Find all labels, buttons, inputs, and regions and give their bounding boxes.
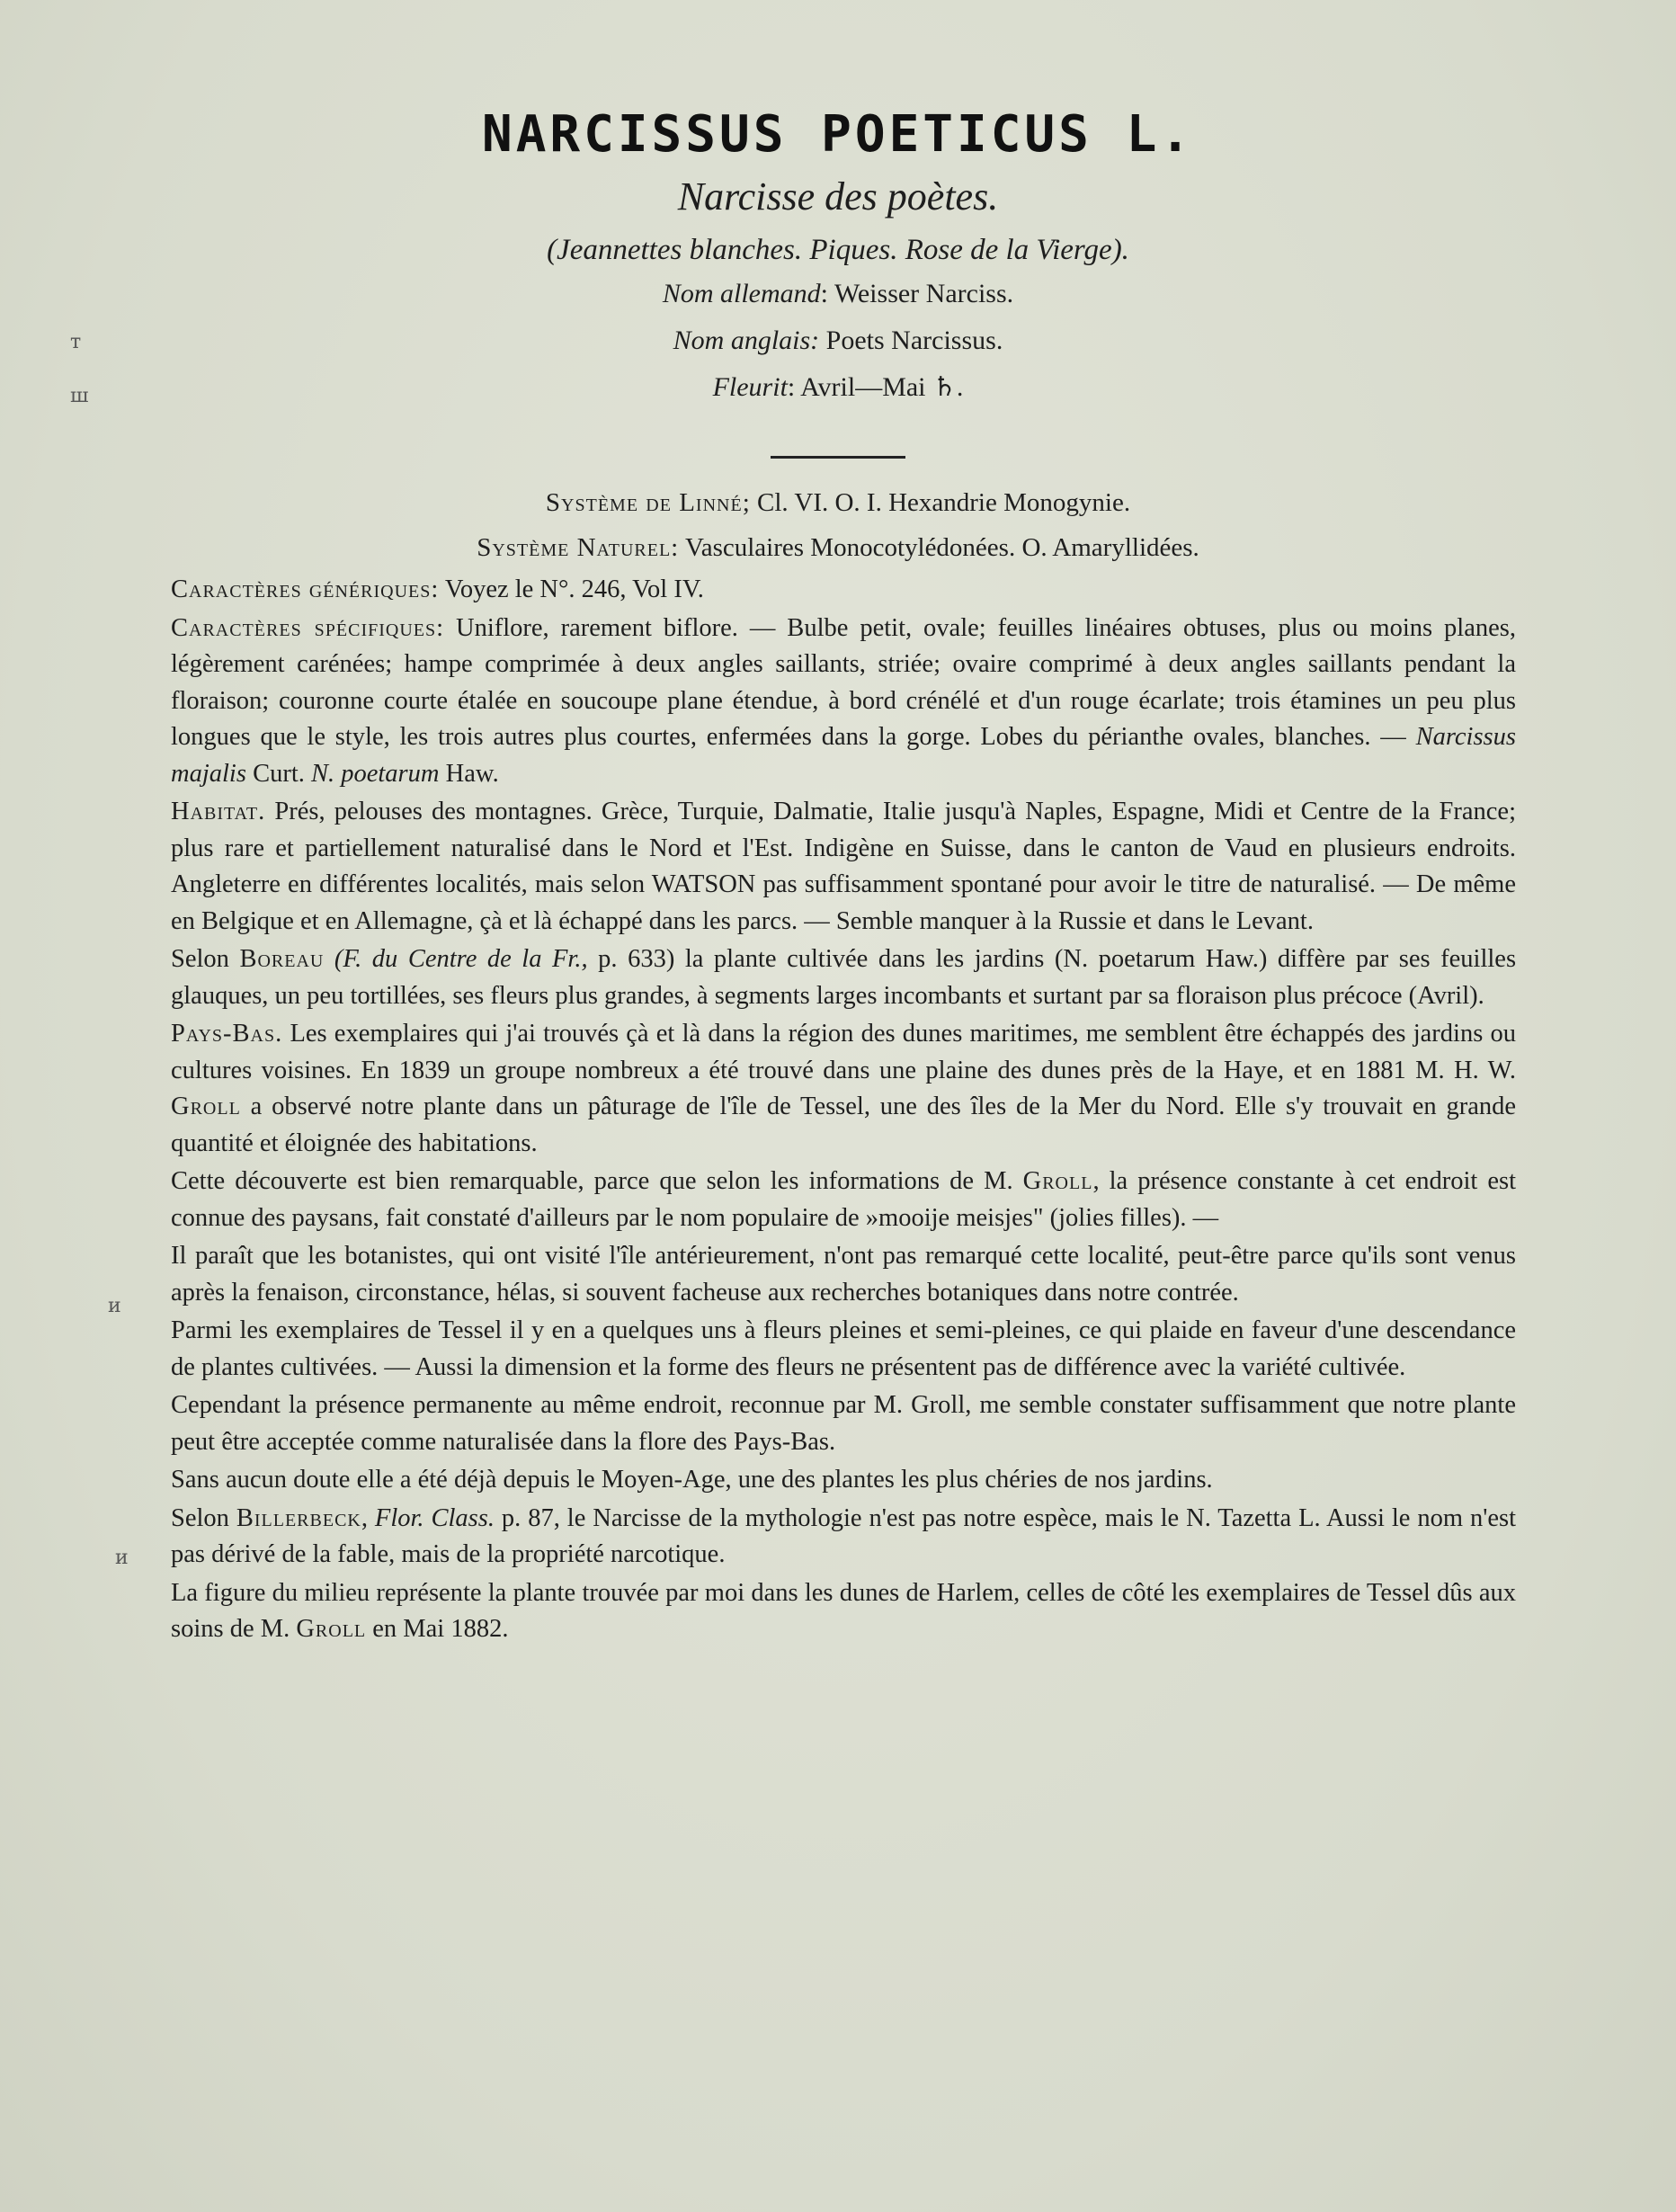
linne-system-line [0,480,1676,525]
natural-system-line [0,525,1676,570]
habitat-text: Prés, pelouses des montagnes. Grèce, Turquie, Dalmatie, Italie jusqu'à Naples, Espagne, Midi et Centre de la France; plus rare et partiellement naturalisé dans le Nord et l'Est. Indigène en Suisse, dans le canton de Vaud en plusieurs endroits. Angleterre en différentes localités, mais selon WATSON pas suffisamment spontané pour avoir le titre de naturalisé. — De même en Belgique et en Allemagne, çà et là échappé dans les parcs. — Semble manquer à la Russie et dans le Levant. [171,798,1516,935]
linne-label: Système de Linné; [545,488,751,517]
german-name-label: Nom allemand [662,279,821,308]
paragraph-specific [171,611,1516,793]
paragraph-discovery [171,1164,1516,1236]
paragraph-tessel: Parmi les exemplaires de Tessel il y en a quelques uns à fleurs pleines et semi-pleines, ce qui plaide en faveur d'une descendance de plantes cultivées. — Aussi la dimension et la forme des fleurs ne présentent pas de différence avec la variété cultivée. [171,1316,1516,1381]
margin-mark: т [70,331,82,353]
body-text [171,572,1516,1650]
boreau-intro: Selon [171,945,229,973]
english-name-value: Poets Narcissus. [825,326,1003,355]
paragraph-pays-bas [171,1016,1516,1162]
pays-bas-text-2: a observé notre plante dans un pâturage de l'île de Tessel, une des îles de la Mer du Nord. Elle s'y trouvait en grande quantité et éloignée des habitations. [171,1093,1516,1157]
synonym-1-author: Curt. [253,759,305,788]
author-name: Boreau [239,945,325,973]
linne-value: Cl. VI. O. I. Hexandrie Monogynie. [757,488,1131,517]
vernacular-names: (Jeannettes blanches. Piques. Rose de la Vierge). [547,234,1129,266]
paragraph-permanence: Cependant la présence permanente au même endroit, reconnue par M. Groll, me semble constater suffisamment que notre plante peut être acceptée comme naturalisée dans la flore des Pays-Bas. [171,1391,1516,1456]
paragraph-billerbeck: Selon Billerbeck, Flor. Class. p. 87, le Narcisse de la mythologie n'est pas notre espèce, mais le N. Tazetta L. Aussi le nom n'est pas dérivé de la fable, mais de la propriété narcotique. [171,1503,1516,1568]
figure-text-1: La figure du milieu représente la plante trouvée par moi dans les dunes de Harlem, celles de côté les exemplaires de Tessel dûs aux soins de M. [171,1578,1516,1643]
english-name-label: Nom anglais: [673,326,820,355]
pays-bas-text-1: Les exemplaires qui j'ai trouvés çà et là dans la région des dunes maritimes, me semblent être échappés des jardins ou cultures voisines. En 1839 un groupe nombreux a été trouvé dans une plaine des dunes près de la Haye, et en 1881 M. H. W. [171,1020,1517,1084]
natural-label: Système Naturel: [477,533,680,562]
synonym-2-author: Haw. [445,759,499,788]
author-name: Groll [1022,1167,1093,1195]
discovery-text-1: Cette découverte est bien remarquable, parce que selon les informations de M. [171,1167,1013,1195]
reference: (F. du Centre de la Fr., [334,945,588,973]
specific-characters-label: Caractères spécifiques: [171,613,445,642]
margin-mark: и [108,1295,121,1317]
header-divider [771,456,905,459]
generic-characters-text: Voyez le N°. 246, Vol IV. [444,575,704,603]
classification-systems [0,480,1676,570]
paragraph-boreau [171,941,1516,1014]
pays-bas-label: Pays-Bas. [171,1020,283,1048]
author-name: Groll [171,1093,241,1120]
species-title: NARCISSUS POETICUS L. [481,105,1194,164]
paragraph-generic [171,572,1516,609]
discovery-text-2: , la présence constante à cet endroit est connue des paysans, fait constaté d'ailleurs par le nom populaire de »mooije meisjes" (jolies filles). — [171,1167,1516,1232]
generic-characters-label: Caractères génériques: [171,575,440,603]
german-name-value: Weisser Narciss. [834,279,1014,308]
author-name: Billerbeck [236,1503,361,1532]
billerbeck-text: p. 87, le Narcisse de la mythologie n'est pas notre espèce, mais le N. Tazetta L. Aussi le nom n'est pas dérivé de la fable, mais de la propriété narcotique. [171,1503,1516,1568]
billerbeck-intro: Selon [171,1503,229,1532]
natural-value: Vasculaires Monocotylédonées. O. Amaryllidées. [684,533,1199,562]
paragraph-middle-ages: Sans aucun doute elle a été déjà depuis le Moyen-Age, une des plantes les plus chéries de nos jardins. [171,1466,1213,1494]
synonym-1: Narcissus majalis [171,723,1516,788]
page-header [0,103,1676,459]
paragraph-botanists: Il paraît que les botanistes, qui ont visité l'île antérieurement, n'ont pas remarqué cette localité, peut-être parce qu'ils sont venus après la fenaison, circonstance, hélas, si souvent facheuse aux recherches botaniques dans notre contrée. [171,1242,1516,1307]
english-name-line [0,317,1676,364]
specific-characters-text: Uniflore, rarement biflore. — Bulbe petit, ovale; feuilles linéaires obtuses, plus ou moins planes, légèrement carénées; hampe comprimée à deux angles saillants, striée; ovaire comprimé à deux angles saillants pendant la floraison; couronne courte étalée en soucoupe plane étendue, à bord crénélé et d'un rouge écarlate; trois étamines un peu plus longues que le style, les trois autres plus courtes, enfermées dans la gorge. Lobes du périanthe ovales, blanches. — [171,613,1516,751]
boreau-text: p. 633) la plante cultivée dans les jardins (N. poetarum Haw.) diffère par ses feuilles glauques, un peu tortillées, ses fleurs plus grandes, à segments larges incombants et surtant par sa floraison plus précoce (Avril). [171,945,1517,1010]
flowering-label: Fleurit [712,372,788,402]
paragraph-habitat [171,794,1516,940]
common-name: Narcisse des poètes. [677,174,999,219]
paragraph-figure [171,1575,1516,1648]
flowering-value: Avril—Mai ♄. [800,372,964,402]
margin-mark: и [115,1547,129,1569]
synonym-2: N. poetarum [310,759,440,788]
habitat-label: Habitat. [171,798,266,825]
reference: Flor. Class. [374,1503,495,1532]
margin-mark: ш [70,385,89,407]
german-name-line: Nom allemand: Weisser Narciss. [662,279,1014,308]
figure-text-2: en Mai 1882. [372,1615,509,1643]
flowering-line: Fleurit: Avril—Mai ♄. [712,372,964,402]
author-name: Groll [296,1615,367,1643]
